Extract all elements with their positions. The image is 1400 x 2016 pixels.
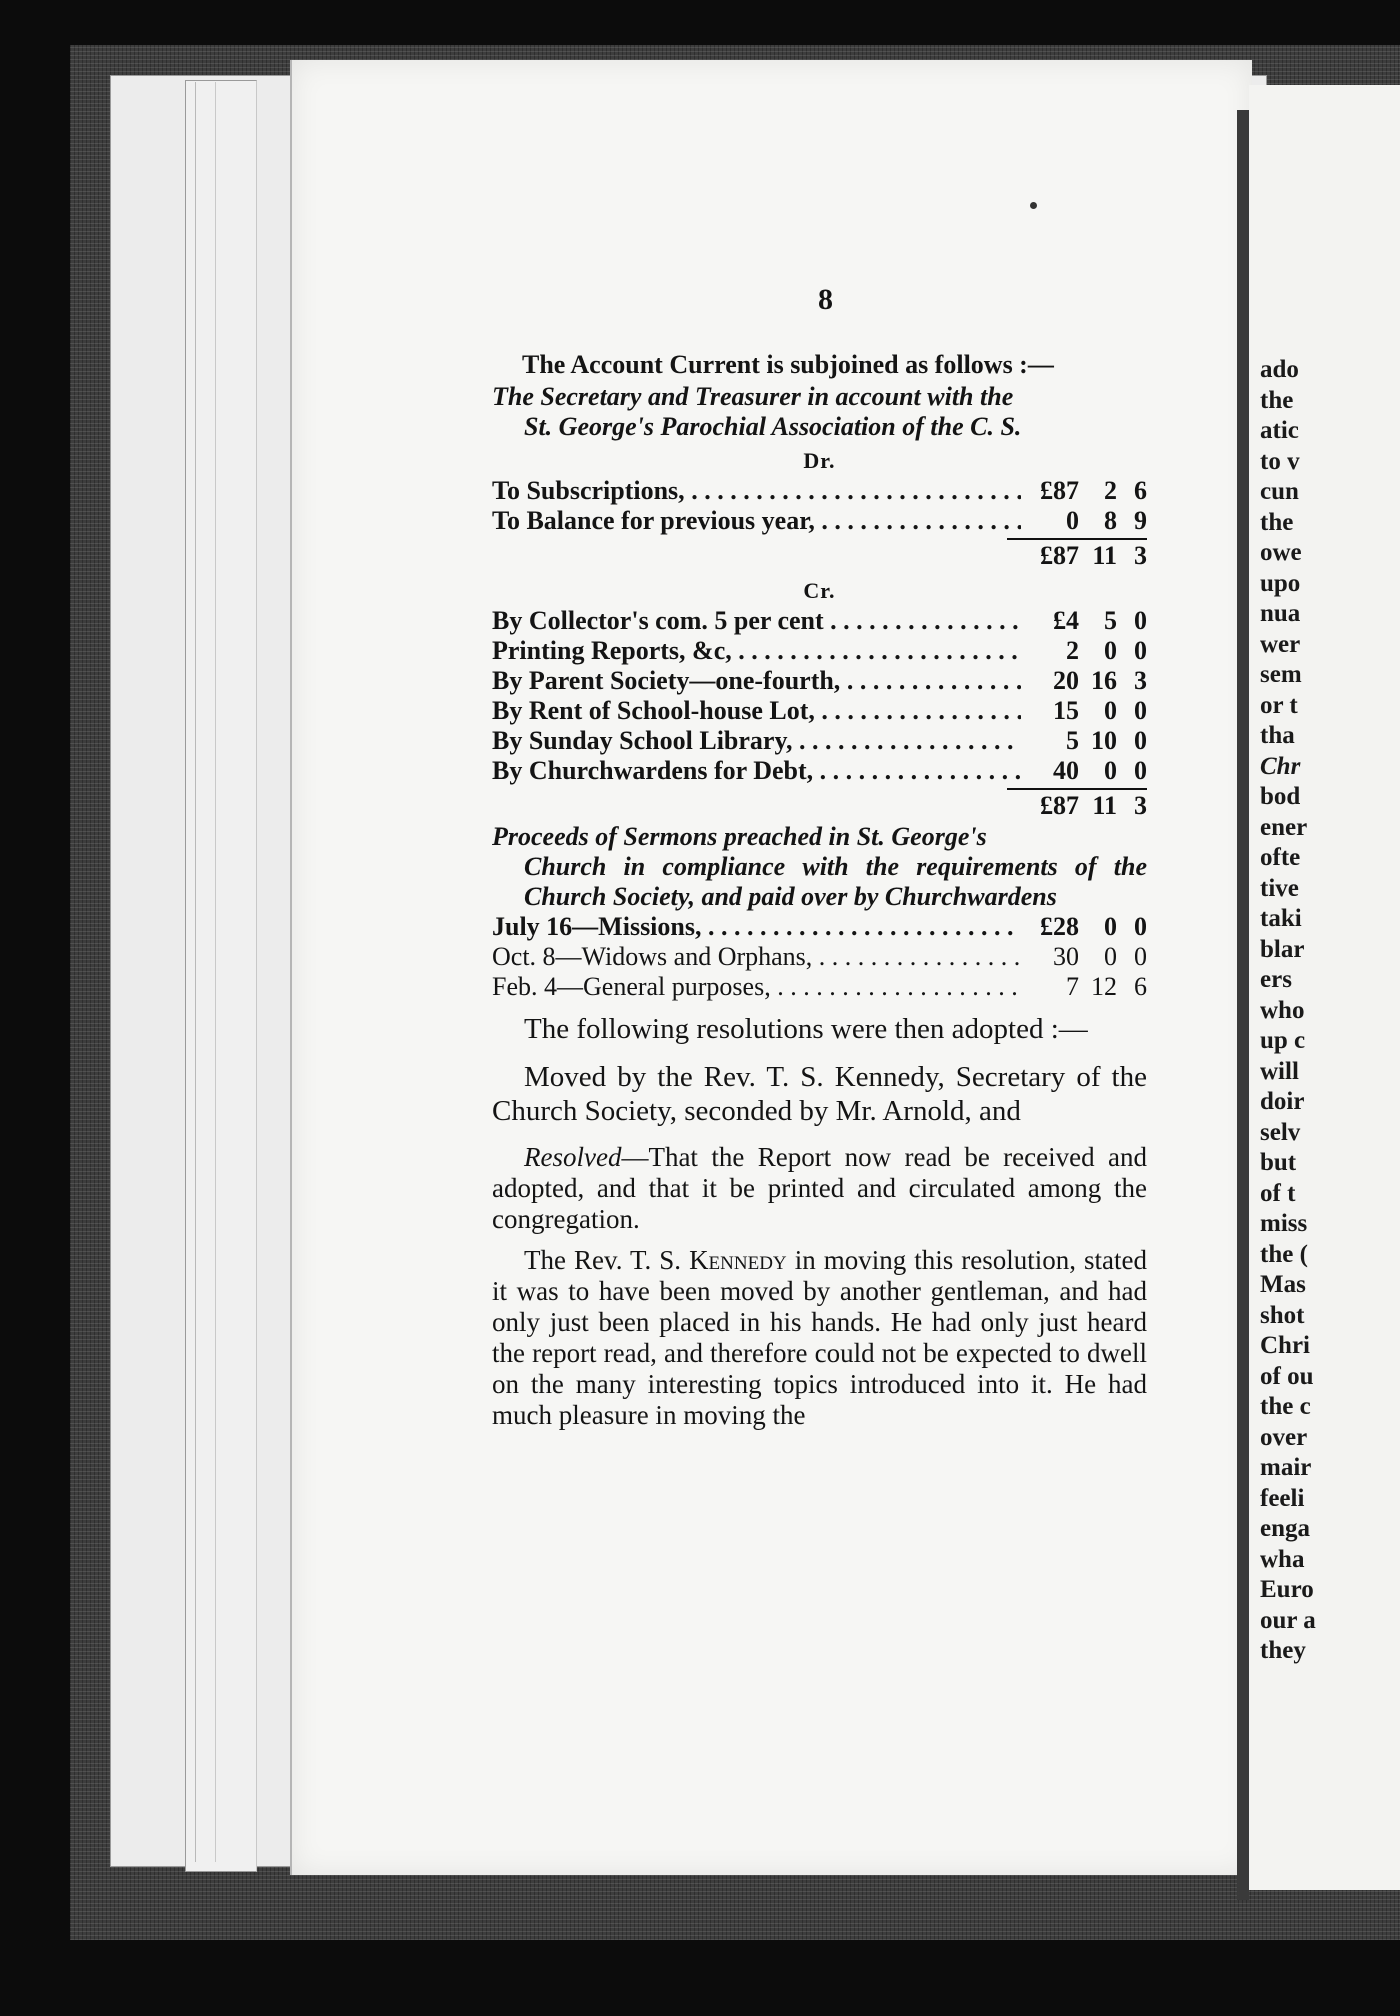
resolved-label: Resolved	[524, 1142, 622, 1172]
debit-rows	[492, 476, 1147, 536]
credit-row-description: Printing Reports, &c, . . .	[492, 636, 1021, 666]
facing-page-fragment: to v	[1260, 447, 1300, 475]
facing-page-fragment: Mas	[1260, 1271, 1306, 1298]
facing-page-fragment: owe	[1260, 539, 1302, 566]
facing-page-fragment: the c	[1260, 1393, 1311, 1420]
sermon-row-pounds: 7	[1066, 972, 1079, 1001]
facing-page-fragment: bod	[1260, 783, 1301, 810]
credit-row	[492, 636, 1147, 666]
debit-total-pence: 3	[1134, 541, 1147, 570]
sermon-row-description: Feb. 4—General purposes, . . .	[492, 972, 1021, 1002]
credit-total-pounds: £87	[1040, 791, 1079, 820]
credit-total	[492, 790, 1147, 822]
credit-row-description: By Collector's com. 5 per cent . . .	[492, 606, 1021, 636]
sermons-heading-rest: Church in compliance with the requirements of the Church Society, and paid over by Churchwardens	[524, 852, 1147, 911]
speaker-name: Kennedy	[689, 1245, 787, 1275]
sermon-row	[492, 912, 1147, 942]
facing-page-fragment: who	[1260, 996, 1305, 1024]
credit-row	[492, 756, 1147, 786]
facing-page-fragment: tha	[1260, 722, 1295, 749]
facing-page-fragment: atic	[1260, 417, 1299, 444]
debit-row-pence: 6	[1134, 476, 1147, 505]
sermons-heading	[492, 822, 1147, 912]
facing-page-fragment: selv	[1260, 1118, 1301, 1146]
debit-total	[492, 540, 1147, 572]
credit-row-pence: 0	[1134, 756, 1147, 785]
intro-line: The Account Current is subjoined as follows :—	[522, 350, 1054, 379]
facing-page-fragment: ener	[1260, 813, 1308, 841]
sermon-row-pence: 6	[1134, 972, 1147, 1001]
credit-row	[492, 726, 1147, 756]
facing-page-fragment: of ou	[1260, 1362, 1314, 1390]
book-gutter	[1237, 110, 1249, 1900]
credit-row-description: By Parent Society—one-fourth, . . .	[492, 666, 1021, 696]
credit-total-pence: 3	[1134, 791, 1147, 820]
facing-page-fragment: upo	[1260, 569, 1301, 597]
facing-page-fragment: ers	[1260, 966, 1292, 993]
facing-page-fragment: or t	[1260, 691, 1298, 719]
credit-row-pence: 3	[1134, 666, 1147, 695]
sermon-row-shillings: 0	[1104, 942, 1117, 971]
facing-page-fragment: wer	[1260, 630, 1301, 658]
resolutions-intro: The following resolutions were then adopted :—	[524, 1013, 1088, 1045]
credit-row-pence: 0	[1134, 696, 1147, 725]
sermon-row-shillings: 0	[1104, 912, 1117, 941]
sermon-row-pounds: 30	[1053, 942, 1079, 971]
facing-page-fragment: they	[1260, 1637, 1306, 1664]
account-heading	[492, 382, 1147, 442]
debit-row-description: To Subscriptions, . . .	[492, 476, 1021, 506]
sermon-row-pence: 0	[1134, 942, 1147, 971]
ink-speck	[1030, 202, 1037, 209]
sermon-row-pence: 0	[1134, 912, 1147, 941]
facing-page-fragment: Chri	[1260, 1332, 1310, 1359]
page-edge-line	[215, 82, 216, 1862]
credit-row-pounds: 2	[1066, 636, 1079, 665]
debit-row-pounds: £87	[1040, 476, 1079, 505]
credit-row-pounds: 40	[1053, 756, 1079, 785]
sermons-heading-line1: Proceeds of Sermons preached in St. George's	[492, 822, 987, 851]
debit-row-description: To Balance for previous year, . . .	[492, 506, 1021, 536]
facing-page-fragment: enga	[1260, 1515, 1310, 1542]
credit-row-pence: 0	[1134, 726, 1147, 755]
debit-row-shillings: 2	[1104, 476, 1117, 505]
debit-total-pounds: £87	[1040, 541, 1079, 570]
facing-page-fragment: sem	[1260, 661, 1302, 688]
page-edge-line	[195, 82, 196, 1862]
facing-page-fragment: miss	[1260, 1210, 1308, 1237]
page-number: 8	[818, 283, 833, 316]
debit-label: Dr.	[803, 448, 836, 473]
facing-page-fragment: doir	[1260, 1088, 1305, 1115]
facing-page-fragment: the	[1260, 508, 1294, 536]
facing-page-fragment: cun	[1260, 478, 1299, 505]
facing-page-fragment: but	[1260, 1149, 1297, 1176]
credit-row-shillings: 0	[1104, 696, 1117, 725]
facing-page-fragments	[1260, 355, 1316, 1667]
credit-row-pence: 0	[1134, 606, 1147, 635]
facing-page-fragment: Euro	[1260, 1576, 1314, 1603]
credit-row-description: By Rent of School-house Lot, . . .	[492, 696, 1021, 726]
credit-rows	[492, 606, 1147, 786]
debit-total-shillings: 11	[1092, 541, 1117, 570]
sermon-rows	[492, 912, 1147, 1002]
sermon-row-description: Oct. 8—Widows and Orphans, . . .	[492, 942, 1021, 972]
facing-page-fragment: our a	[1260, 1606, 1316, 1634]
facing-page-fragment: Chr	[1260, 752, 1301, 780]
facing-page-fragment: the (	[1260, 1240, 1308, 1268]
credit-row-pence: 0	[1134, 636, 1147, 665]
moved-paragraph: Moved by the Rev. T. S. Kennedy, Secretary of the Church Society, seconded by Mr. Arnold, and	[492, 1061, 1147, 1127]
sermon-row	[492, 942, 1147, 972]
credit-row	[492, 666, 1147, 696]
resolved-paragraph	[492, 1142, 1147, 1235]
credit-row-description: By Churchwardens for Debt, . . .	[492, 756, 1021, 786]
sermon-row-pounds: £28	[1040, 912, 1079, 941]
facing-page-fragment: the	[1260, 386, 1294, 414]
facing-page-fragment: will	[1260, 1057, 1299, 1085]
speech-paragraph	[492, 1245, 1147, 1431]
facing-page-fragment: feeli	[1260, 1484, 1305, 1512]
debit-row-pounds: 0	[1066, 506, 1079, 535]
credit-row-shillings: 5	[1104, 606, 1117, 635]
facing-page-fragment: nua	[1260, 600, 1301, 627]
speech-lead: The Rev. T. S.	[524, 1245, 690, 1275]
facing-page-fragment: mair	[1260, 1454, 1312, 1481]
sermon-row-shillings: 12	[1091, 972, 1117, 1001]
credit-row-shillings: 10	[1091, 726, 1117, 755]
facing-page-fragment: wha	[1260, 1545, 1305, 1573]
credit-row-shillings: 0	[1104, 636, 1117, 665]
facing-page-fragment: of t	[1260, 1179, 1296, 1207]
debit-row-shillings: 8	[1104, 506, 1117, 535]
speech-text: in moving this resolution, stated it was to have been moved by another gentleman, and had only just been placed in his hands. He had only just heard the report read, and therefore could not be expected to dwell on the many interesting topics introduced into it. He had much pleasure in moving the	[492, 1245, 1147, 1430]
sermon-row	[492, 972, 1147, 1002]
facing-page-fragment: ofte	[1260, 844, 1301, 871]
facing-page-fragment: ado	[1260, 356, 1299, 383]
account-heading-line1: The Secretary and Treasurer in account with the	[492, 382, 1014, 411]
debit-row	[492, 506, 1147, 536]
facing-page-fragment: blar	[1260, 935, 1305, 963]
resolved-text: —That the Report now read be received and adopted, and that it be printed and circulated among the congregation.	[492, 1142, 1147, 1234]
sermon-row-description: July 16—Missions, . . .	[492, 912, 1021, 942]
credit-row-pounds: 5	[1066, 726, 1079, 755]
credit-total-shillings: 11	[1092, 791, 1117, 820]
credit-row-description: By Sunday School Library, . . .	[492, 726, 1021, 756]
credit-row-pounds: 20	[1053, 666, 1079, 695]
facing-page	[1249, 85, 1400, 1890]
credit-row-shillings: 16	[1091, 666, 1117, 695]
text-column	[492, 350, 1147, 1431]
facing-page-fragment: taki	[1260, 905, 1302, 932]
facing-page-fragment: tive	[1260, 874, 1299, 902]
debit-row	[492, 476, 1147, 506]
credit-row-shillings: 0	[1104, 756, 1117, 785]
credit-row-pounds: 15	[1053, 696, 1079, 725]
account-heading-line2: St. George's Parochial Association of the C. S.	[524, 412, 1022, 441]
facing-page-fragment: up c	[1260, 1027, 1306, 1054]
facing-page-fragment: over	[1260, 1423, 1308, 1451]
credit-label: Cr.	[803, 578, 836, 603]
credit-row	[492, 696, 1147, 726]
credit-row-pounds: £4	[1053, 606, 1079, 635]
credit-row	[492, 606, 1147, 636]
debit-row-pence: 9	[1134, 506, 1147, 535]
facing-page-fragment: shot	[1260, 1301, 1305, 1329]
